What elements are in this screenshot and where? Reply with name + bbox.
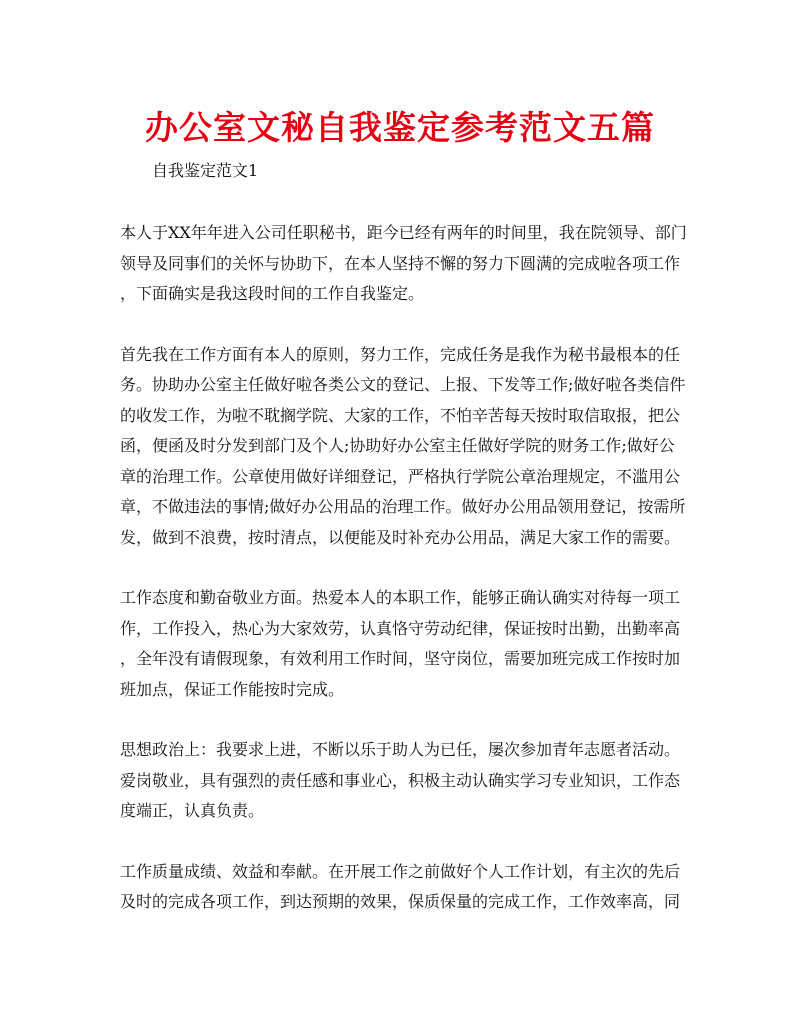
paragraph-line: 务。协助办公室主任做好啦各类公文的登记、上报、下发等工作;做好啦各类信件	[120, 375, 686, 394]
paragraph-line: 章的治理工作。公章使用做好详细登记，严格执行学院公章治理规定，不滥用公	[120, 466, 681, 486]
paragraph-line: 的收发工作，为啦不耽搁学院、大家的工作，不怕辛苦每天按时取信取报，把公	[120, 405, 681, 425]
paragraph-line: 工作态度和勤奋敬业方面。热爱本人的本职工作，能够正确认确实对待每一项工	[120, 588, 681, 607]
paragraph-line: 爱岗敬业，具有强烈的责任感和事业心，积极主动认确实学习专业知识，工作态	[120, 770, 681, 790]
paragraph-line: 领导及同事们的关怀与协助下，在本人坚持不懈的努力下圆满的完成啦各项工作	[120, 253, 681, 273]
paragraph-line: 作，工作投入，热心为大家效劳，认真恪守劳动纪律，保证按时出勤，出勤率高	[120, 618, 681, 638]
paragraph-line: 章，不做违法的事情;做好办公用品的治理工作。做好办公用品领用登记，按需所	[120, 497, 686, 516]
paragraph-line: 度端正，认真负责。	[120, 801, 265, 820]
paragraph-line: 函，便函及时分发到部门及个人;协助好办公室主任做好学院的财务工作;做好公	[120, 436, 675, 455]
paragraph-line: 思想政治上：我要求上进，不断以乐于助人为已任，屡次参加青年志愿者活动。	[120, 740, 681, 759]
paragraph-4	[120, 735, 700, 827]
paragraph-line: ，下面确实是我这段时间的工作自我鉴定。	[120, 284, 425, 303]
paragraph-5	[120, 857, 700, 918]
paragraph-line: 首先我在工作方面有本人的原则，努力工作，完成任务是我作为秘书最根本的任	[120, 344, 681, 364]
paragraph-line: 及时的完成各项工作，到达预期的效果，保质保量的完成工作，工作效率高，同	[120, 892, 681, 911]
page-title: 办公室文秘自我鉴定参考范文五篇	[145, 108, 655, 147]
section-subtitle: 自我鉴定范文1	[152, 161, 259, 180]
document-body	[120, 218, 700, 948]
paragraph-line: ，全年没有请假现象，有效利用工作时间，坚守岗位，需要加班完成工作按时加	[120, 649, 681, 668]
paragraph-2	[120, 340, 700, 554]
paragraph-line: 本人于XX年年进入公司任职秘书，距今已经有两年的时间里，我在院领导、部门	[120, 223, 687, 242]
paragraph-line: 工作质量成绩、效益和奉献。在开展工作之前做好个人工作计划，有主次的先后	[120, 861, 681, 881]
paragraph-line: 班加点，保证工作能按时完成。	[120, 679, 345, 699]
paragraph-3	[120, 583, 700, 705]
paragraph-1	[120, 218, 700, 310]
paragraph-line: 发，做到不浪费，按时清点，以便能及时补充办公用品，满足大家工作的需要。	[120, 527, 681, 547]
